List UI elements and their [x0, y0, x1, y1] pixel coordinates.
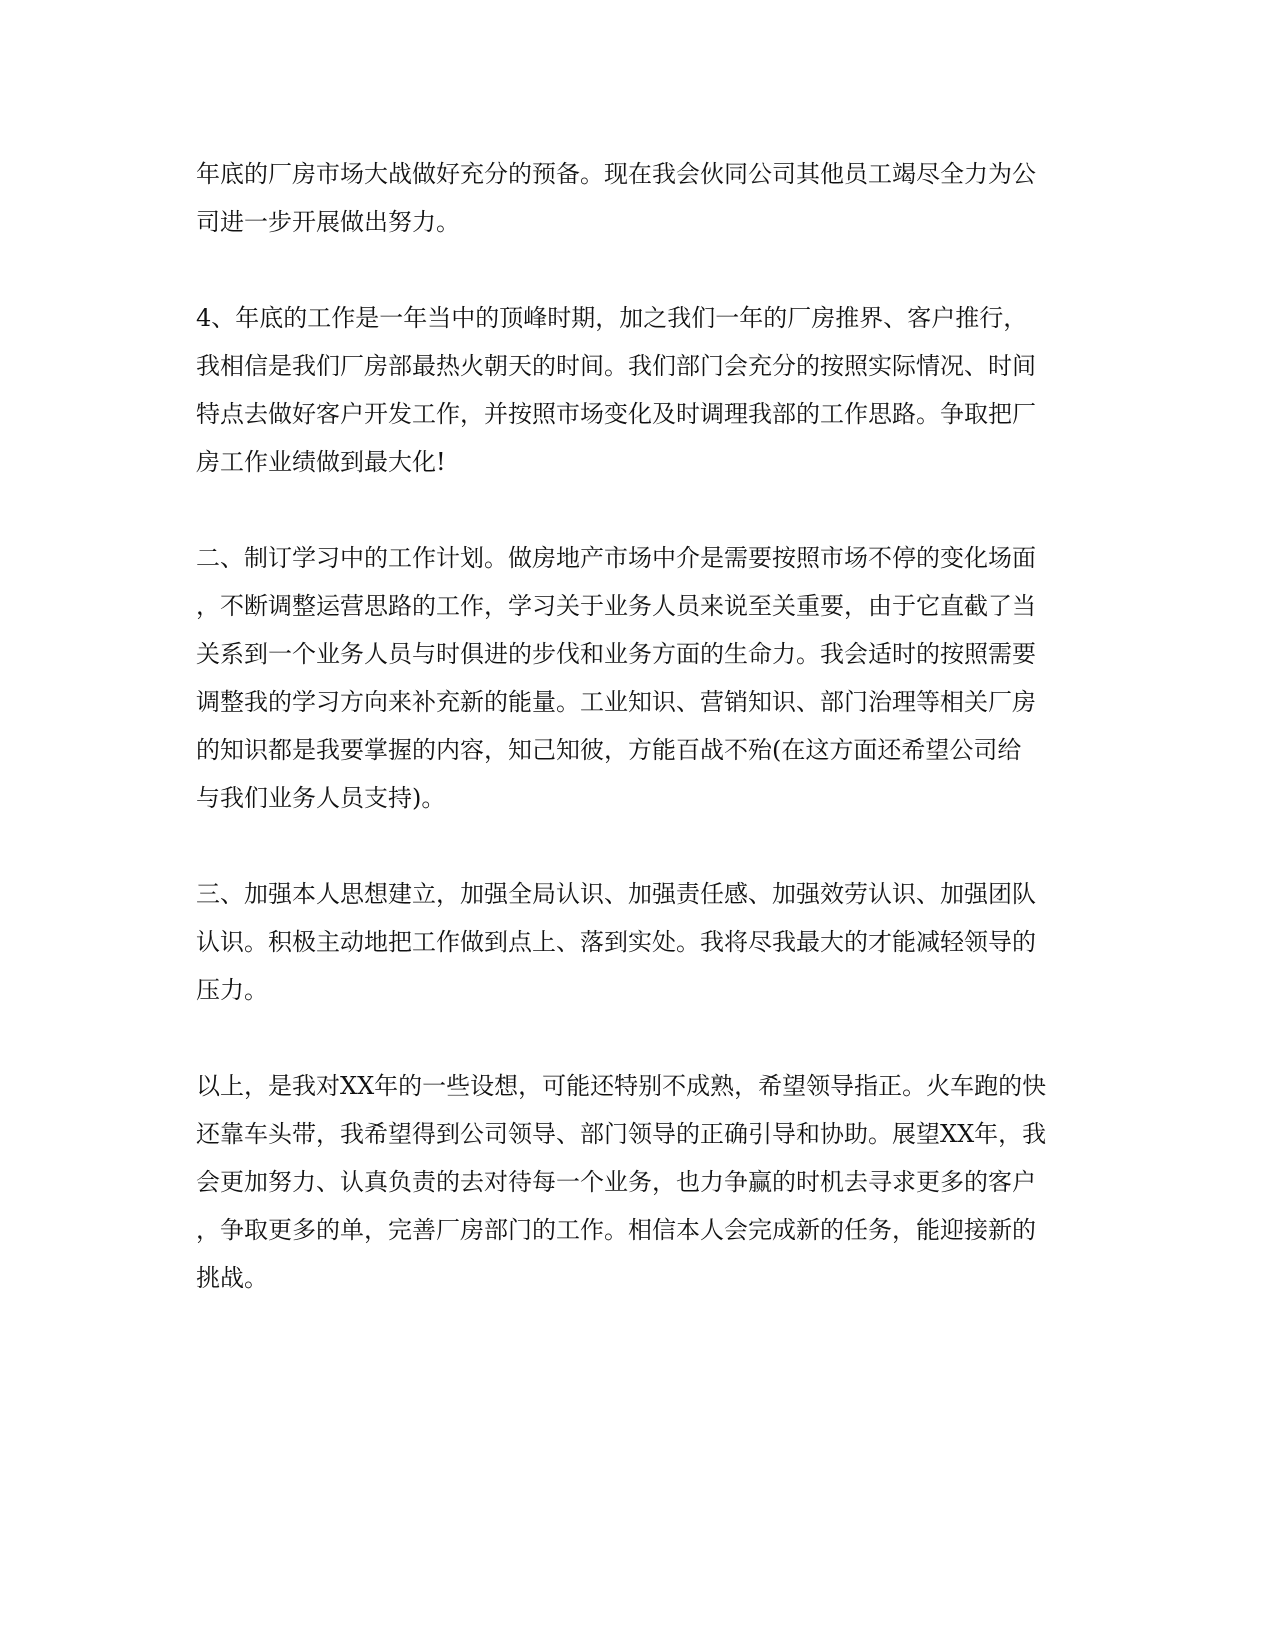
- paragraph-year-end-work: [196, 294, 1076, 486]
- text-line: 还靠车头带，我希望得到公司领导、部门领导的正确引导和协助。展望XX年，我: [196, 1120, 1047, 1148]
- text-line: 的知识都是我要掌握的内容，知己知彼，方能百战不殆(在这方面还希望公司给: [196, 736, 1022, 764]
- paragraph-preparation: [196, 150, 1076, 246]
- text-line: 关系到一个业务人员与时俱进的步伐和业务方面的生命力。我会适时的按照需要: [196, 640, 1036, 668]
- text-line: 司进一步开展做出努力。: [196, 208, 460, 236]
- text-line: 特点去做好客户开发工作，并按照市场变化及时调理我部的工作思路。争取把厂: [196, 400, 1036, 428]
- text-line: 挑战。: [196, 1264, 268, 1292]
- text-line: 年底的厂房市场大战做好充分的预备。现在我会伙同公司其他员工竭尽全力为公: [196, 160, 1036, 188]
- text-line: 与我们业务人员支持)。: [196, 784, 446, 812]
- text-line: 三、加强本人思想建立，加强全局认识、加强责任感、加强效劳认识、加强团队: [196, 880, 1036, 908]
- document-body: [196, 150, 1076, 1350]
- text-line: 房工作业绩做到最大化!: [196, 448, 446, 476]
- text-line: 以上，是我对XX年的一些设想，可能还特别不成熟，希望领导指正。火车跑的快: [196, 1072, 1047, 1100]
- paragraph-self-improvement: [196, 870, 1076, 1014]
- text-line: 压力。: [196, 976, 268, 1004]
- text-line: ，不断调整运营思路的工作，学习关于业务人员来说至关重要，由于它直截了当: [196, 592, 1036, 620]
- text-line: 会更加努力、认真负责的去对待每一个业务，也力争赢的时机去寻求更多的客户: [196, 1168, 1036, 1196]
- text-line: ，争取更多的单，完善厂房部门的工作。相信本人会完成新的任务，能迎接新的: [196, 1216, 1036, 1244]
- text-line: 认识。积极主动地把工作做到点上、落到实处。我将尽我最大的才能减轻领导的: [196, 928, 1036, 956]
- text-line: 调整我的学习方向来补充新的能量。工业知识、营销知识、部门治理等相关厂房: [196, 688, 1036, 716]
- text-line: 二、制订学习中的工作计划。做房地产市场中介是需要按照市场不停的变化场面: [196, 544, 1036, 572]
- paragraph-study-plan: [196, 534, 1076, 822]
- text-line: 4、年底的工作是一年当中的顶峰时期，加之我们一年的厂房推界、客户推行，: [196, 304, 1028, 332]
- paragraph-conclusion: [196, 1062, 1076, 1302]
- text-line: 我相信是我们厂房部最热火朝天的时间。我们部门会充分的按照实际情况、时间: [196, 352, 1036, 380]
